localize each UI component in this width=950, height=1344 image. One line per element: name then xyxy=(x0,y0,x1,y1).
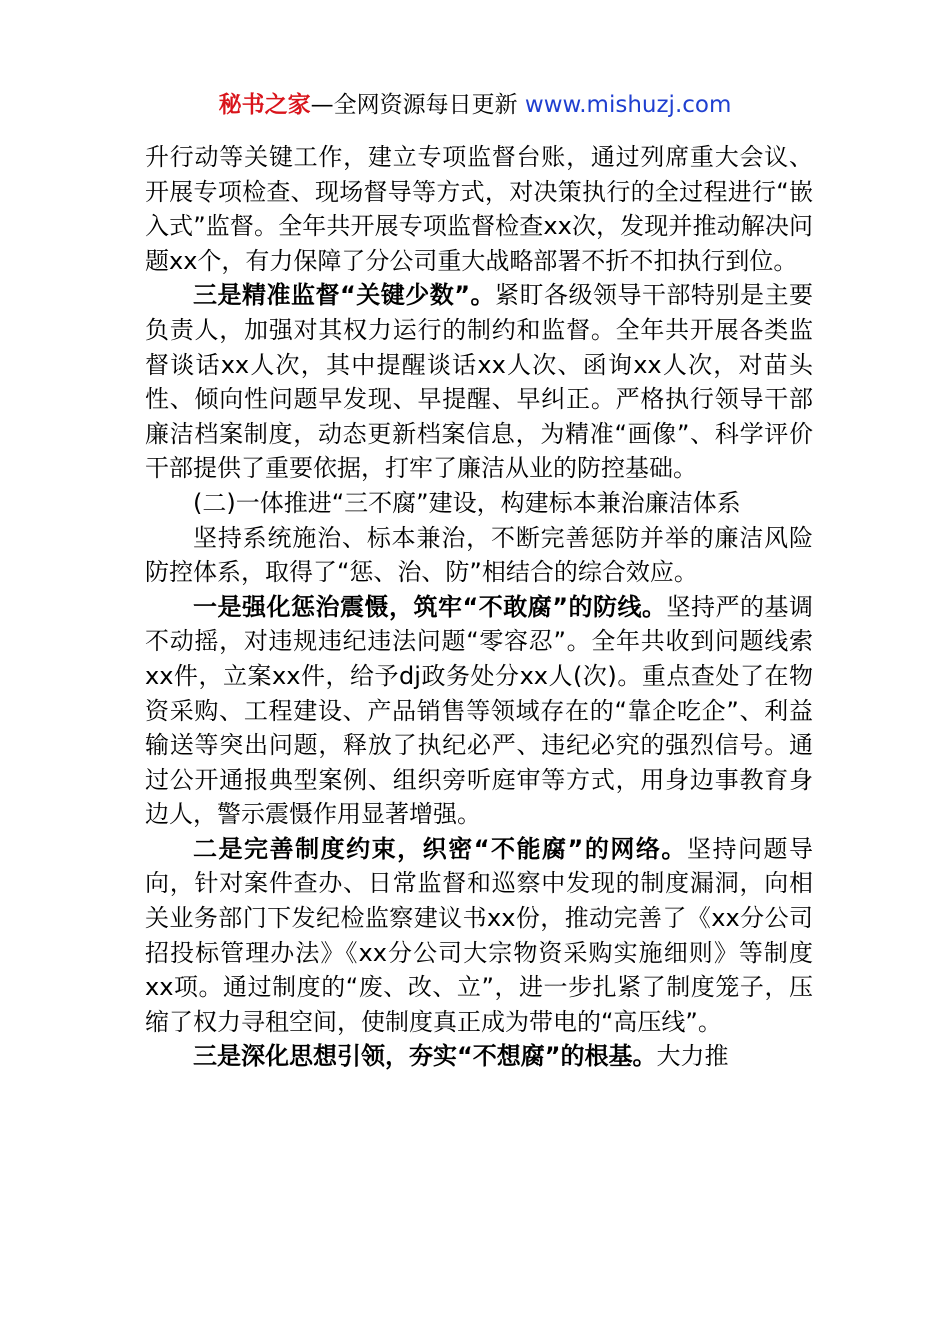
paragraph-key-minority xyxy=(145,278,813,486)
paragraph-lead: 三是深化思想引领，夯实“不想腐”的根基。 xyxy=(193,1042,657,1071)
paragraph-continued xyxy=(145,140,813,278)
paragraph-intro xyxy=(145,521,813,590)
paragraph-text: (二)一体推进“三不腐”建设，构建标本兼治廉洁体系 xyxy=(193,488,741,517)
paragraph-text: 大力推 xyxy=(656,1042,729,1071)
page-header xyxy=(0,88,950,122)
header-url[interactable]: www.mishuzj.com xyxy=(524,92,732,118)
paragraph-text: 紧盯各级领导干部特别是主要负责人，加强对其权力运行的制约和监督。全年共开展各类监督谈话xx人次，其中提醒谈话xx人次、函询xx人次，对苗头性、倾向性问题早发现、早提醒、早纠正。严格执行领导干部廉洁档案制度，动态更新档案信息，为精准“画像”、科学评价干部提供了重要依据，打牢了廉洁从业的防控基础。 xyxy=(145,281,814,483)
paragraph-text: 坚持系统施治、标本兼治，不断完善惩防并举的廉洁风险防控体系，取得了“惩、治、防”相结合的综合效应。 xyxy=(145,523,813,587)
paragraph-lead: 一是强化惩治震慑，筑牢“不敢腐”的防线。 xyxy=(193,592,667,621)
section-heading xyxy=(145,486,813,521)
paragraph-lead: 三是精准监督“关键少数”。 xyxy=(193,281,496,310)
document-body xyxy=(145,140,813,1074)
header-tagline: —全网资源每日更新 xyxy=(310,92,518,118)
paragraph-lead: 二是完善制度约束，织密“不能腐”的网络。 xyxy=(193,834,687,863)
paragraph-want-not xyxy=(145,1039,813,1074)
paragraph-text: 升行动等关键工作，建立专项监督台账，通过列席重大会议、开展专项检查、现场督导等方式，对决策执行的全过程进行“嵌入式”监督。全年共开展专项监督检查xx次，发现并推动解决问题xx个，有力保障了分公司重大战略部署不折不扣执行到位。 xyxy=(145,143,813,275)
paragraph-dare-not xyxy=(145,590,813,832)
header-brand: 秘书之家 xyxy=(218,92,311,118)
paragraph-cannot xyxy=(145,832,813,1040)
paragraph-text: 坚持严的基调不动摇，对违规违纪违法问题“零容忍”。全年共收到问题线索xx件，立案xx件，给予dj政务处分xx人(次)。重点查处了在物资采购、工程建设、产品销售等领域存在的“靠企吃企”、利益输送等突出问题，释放了执纪必严、违纪必究的强烈信号。通过公开通报典型案例、组织旁听庭审等方式，用身边事教育身边人，警示震慑作用显著增强。 xyxy=(145,592,814,829)
paragraph-text: 坚持问题导向，针对案件查办、日常监督和巡察中发现的制度漏洞，向相关业务部门下发纪检监察建议书xx份，推动完善了《xx分公司招投标管理办法》《xx分公司大宗物资采购实施细则》等制度xx项。通过制度的“废、改、立”，进一步扎紧了制度笼子，压缩了权力寻租空间，使制度真正成为带电的“高压线”。 xyxy=(145,834,814,1036)
